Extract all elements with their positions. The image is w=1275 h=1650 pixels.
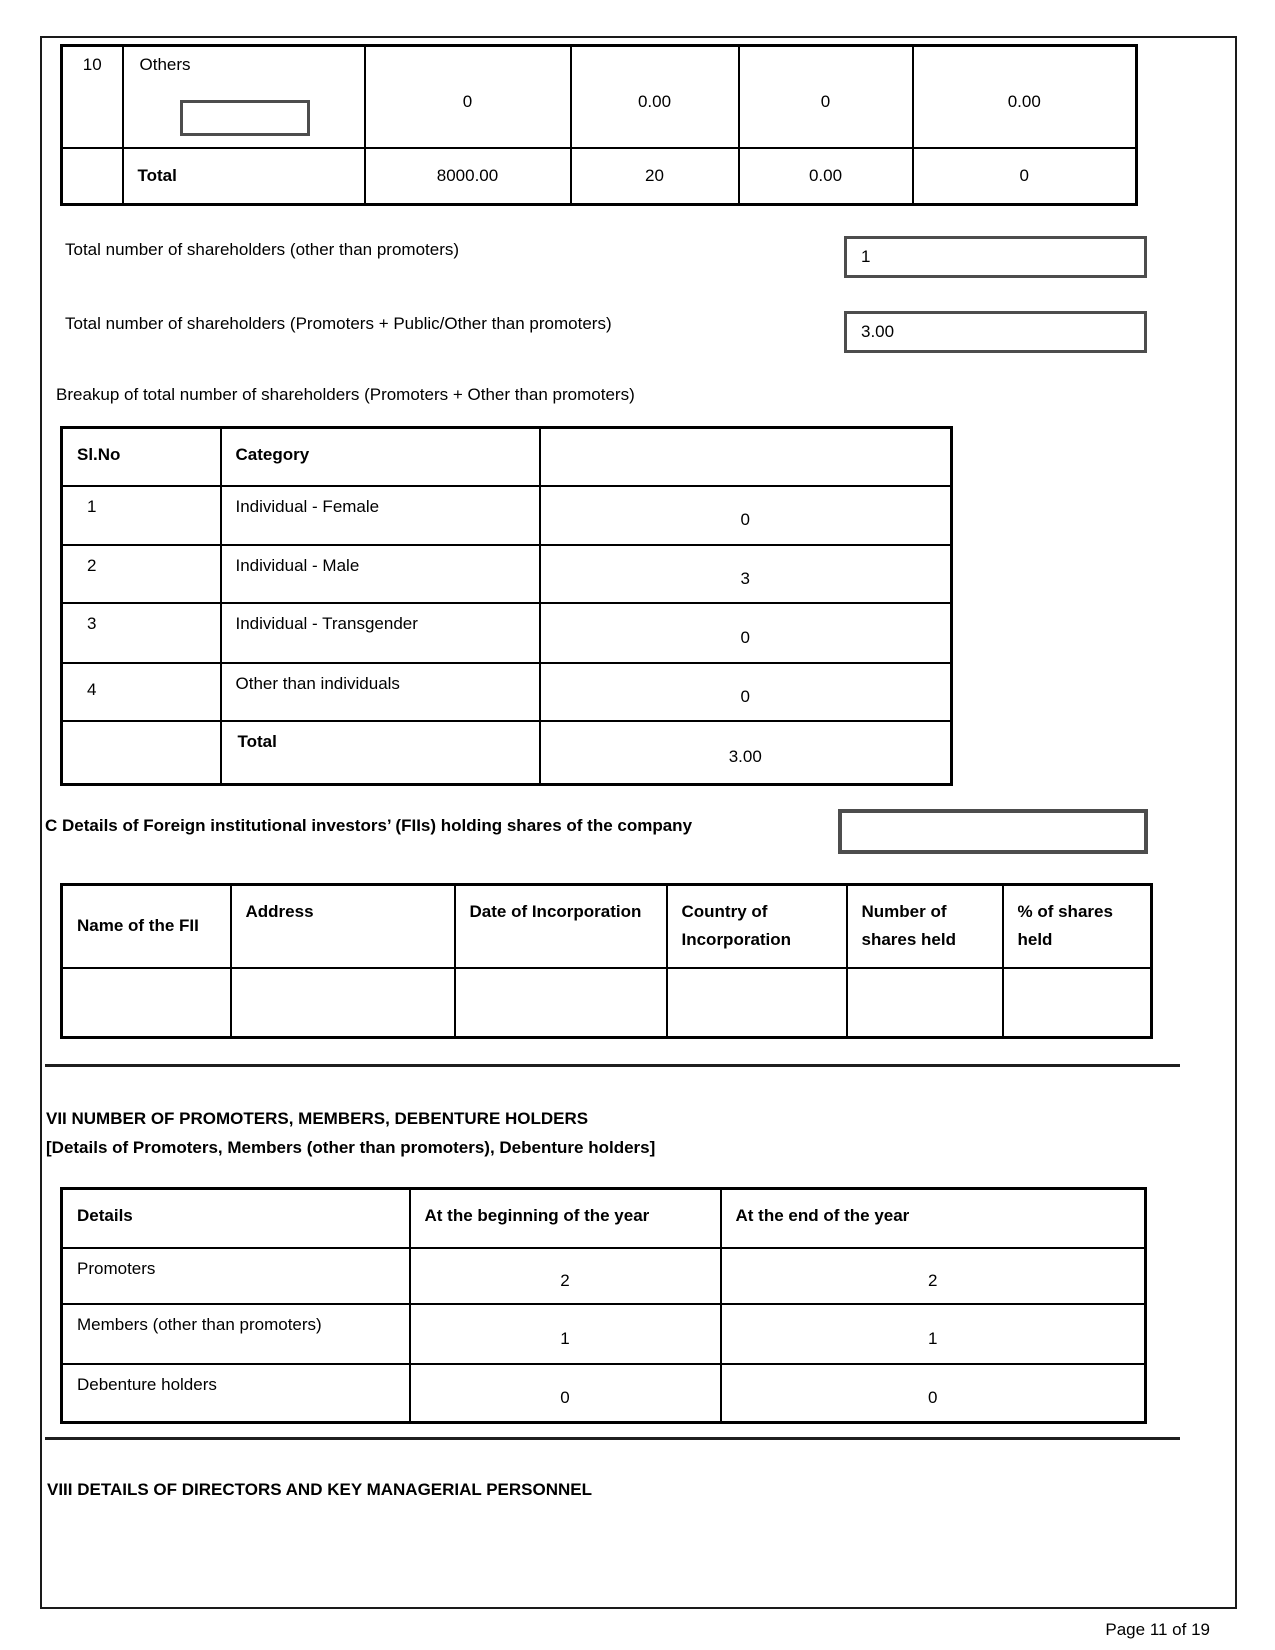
empty-cell (62, 721, 221, 785)
section-divider (45, 1437, 1180, 1440)
others-label-cell (123, 46, 365, 148)
breakup-row-value: 0 (540, 486, 952, 545)
breakup-row-category: Individual - Transgender (221, 603, 540, 663)
others-value-3: 0 (739, 46, 913, 148)
fii-col-date: Date of Incorporation (455, 885, 667, 968)
fii-input-field[interactable] (838, 809, 1148, 854)
pm-row-end: 1 (721, 1304, 1146, 1364)
breakup-row-category: Other than individuals (221, 663, 540, 721)
pm-row-beginning: 2 (410, 1248, 721, 1304)
fii-col-name: Name of the FII (62, 885, 231, 968)
breakup-row-category: Individual - Female (221, 486, 540, 545)
breakup-row-sl: 2 (62, 545, 221, 603)
shareholders-total-label: Total number of shareholders (Promoters + Public/Other than promoters) (65, 314, 612, 333)
pm-row-end: 2 (721, 1248, 1146, 1304)
row-number-cell: 10 (62, 46, 123, 148)
total-value-1: 8000.00 (365, 148, 571, 205)
others-value-4: 0.00 (913, 46, 1137, 148)
breakup-row-value: 3 (540, 545, 952, 603)
breakup-row-sl: 4 (62, 663, 221, 721)
breakup-total-label: Total (221, 721, 540, 785)
section7-subtitle: [Details of Promoters, Members (other than promoters), Debenture holders] (46, 1138, 656, 1157)
pm-row-label: Promoters (62, 1248, 410, 1304)
breakup-col-blank (540, 428, 952, 486)
table-row (62, 663, 952, 721)
shareholders-other-value: 1 (861, 247, 871, 266)
promoters-members-table (60, 1187, 1147, 1424)
section8-title: VIII DETAILS OF DIRECTORS AND KEY MANAGERIAL PERSONNEL (47, 1480, 592, 1499)
fii-cell-percent (1003, 968, 1152, 1038)
breakup-heading: Breakup of total number of shareholders (Promoters + Other than promoters) (56, 385, 635, 404)
pm-row-beginning: 1 (410, 1304, 721, 1364)
table-row (62, 968, 1152, 1038)
share-capital-continuation-table (60, 44, 1138, 206)
shareholders-other-label: Total number of shareholders (other than promoters) (65, 240, 460, 259)
total-value-4: 0 (913, 148, 1137, 205)
fii-cell-shares (847, 968, 1003, 1038)
breakup-table (60, 426, 953, 786)
breakup-row-sl: 3 (62, 603, 221, 663)
breakup-row-sl: 1 (62, 486, 221, 545)
others-label: Others (139, 55, 191, 74)
pm-row-beginning: 0 (410, 1364, 721, 1423)
fii-col-shares: Number of shares held (847, 885, 1003, 968)
fii-cell-country (667, 968, 847, 1038)
pm-row-label: Members (other than promoters) (62, 1304, 410, 1364)
table-row (62, 1248, 1146, 1304)
shareholders-other-field[interactable] (844, 236, 1147, 278)
total-row-label: Total (123, 148, 365, 205)
fii-cell-date (455, 968, 667, 1038)
page-number: Page 11 of 19 (1105, 1620, 1210, 1639)
shareholders-total-field[interactable] (844, 311, 1147, 353)
others-value-box[interactable] (180, 100, 310, 136)
fii-heading: C Details of Foreign institutional investors’ (FIIs) holding shares of the company (45, 816, 693, 835)
fii-table (60, 883, 1153, 1039)
total-value-3: 0.00 (739, 148, 913, 205)
breakup-col-category: Category (221, 428, 540, 486)
fii-cell-address (231, 968, 455, 1038)
pm-col-beginning: At the beginning of the year (410, 1189, 721, 1248)
section7-title: VII NUMBER OF PROMOTERS, MEMBERS, DEBENTURE HOLDERS (46, 1109, 589, 1128)
pm-col-end: At the end of the year (721, 1189, 1146, 1248)
empty-cell (62, 148, 123, 205)
total-value-2: 20 (571, 148, 739, 205)
pm-col-details: Details (62, 1189, 410, 1248)
others-value-2: 0.00 (571, 46, 739, 148)
table-row (62, 486, 952, 545)
section-divider (45, 1064, 1180, 1067)
others-value-1: 0 (365, 46, 571, 148)
pm-row-end: 0 (721, 1364, 1146, 1423)
fii-cell-name (62, 968, 231, 1038)
breakup-row-category: Individual - Male (221, 545, 540, 603)
table-row (62, 545, 952, 603)
fii-col-address: Address (231, 885, 455, 968)
fii-col-country: Country of Incorporation (667, 885, 847, 968)
table-row (62, 603, 952, 663)
shareholders-total-value: 3.00 (861, 322, 895, 341)
breakup-row-value: 0 (540, 603, 952, 663)
breakup-row-value: 0 (540, 663, 952, 721)
table-row (62, 1304, 1146, 1364)
table-row (62, 1364, 1146, 1423)
pm-row-label: Debenture holders (62, 1364, 410, 1423)
fii-col-percent: % of shares held (1003, 885, 1152, 968)
breakup-col-sl: Sl.No (62, 428, 221, 486)
breakup-total-value: 3.00 (540, 721, 952, 785)
